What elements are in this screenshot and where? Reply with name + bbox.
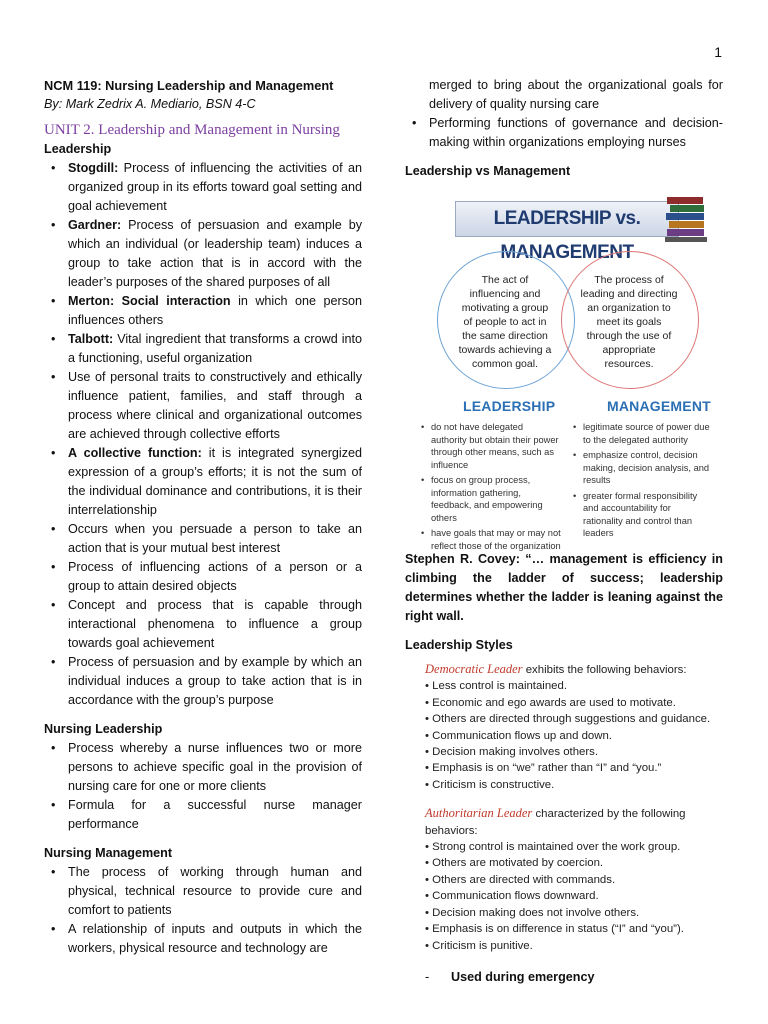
books-icon bbox=[665, 193, 707, 243]
list-item: • Process whereby a nurse influences two or more persons to achieve specific goal in the provision of nursing care for one or more clients bbox=[44, 739, 362, 796]
list-item: • Occurs when you persuade a person to take an action that is your mutual best interest bbox=[44, 520, 362, 558]
list-item: • Concept and process that is capable through interactional phenomena to influence a group towards goal achievement bbox=[44, 596, 362, 653]
leadership-list bbox=[44, 159, 362, 710]
management-definition: The process of leading and directing an organization to meet its goals through the use of appropriate resources. bbox=[580, 274, 678, 370]
list-item: • Emphasis is on “we” rather than “I” and “you.” bbox=[425, 762, 662, 775]
list-item: • Communication flows downward. bbox=[425, 890, 599, 903]
list-item: • Criticism is constructive. bbox=[425, 778, 555, 791]
nursing-leadership-list bbox=[44, 739, 362, 834]
leadership-styles-heading: Leadership Styles bbox=[405, 638, 513, 652]
leadership-points bbox=[421, 421, 561, 555]
infographic-banner: LEADERSHIP vs. MANAGEMENT bbox=[455, 201, 679, 237]
authoritarian-behaviors bbox=[425, 839, 723, 954]
list-item: • Less control is maintained. bbox=[425, 680, 568, 693]
authoritarian-intro: Authoritarian Leader characterized by the following behaviors: bbox=[425, 806, 686, 837]
document-title: NCM 119: Nursing Leadership and Management bbox=[44, 78, 334, 93]
leadership-definition: The act of influencing and motivating a group of people to act in the same direction towards achieving a common goal. bbox=[458, 274, 552, 370]
list-item: • Merton: Social interaction in which one person influences others bbox=[44, 292, 362, 330]
list-item: • Talbott: Vital ingredient that transforms a crowd into a functioning, useful organization bbox=[44, 330, 362, 368]
nursing-management-list-continued bbox=[405, 114, 723, 152]
list-item: • focus on group process, information gathering, feedback, and empowering others bbox=[421, 474, 561, 524]
leadership-vs-management-heading: Leadership vs Management bbox=[405, 164, 571, 178]
right-column bbox=[405, 76, 723, 987]
democratic-intro: Democratic Leader exhibits the following behaviors: bbox=[425, 662, 687, 676]
democratic-behaviors bbox=[425, 678, 723, 793]
list-item: • Economic and ego awards are used to motivate. bbox=[425, 696, 676, 709]
list-item: • Others are directed through suggestions and guidance. bbox=[425, 713, 711, 726]
leadership-label: LEADERSHIP bbox=[463, 398, 556, 414]
leadership-styles-figure bbox=[425, 661, 723, 954]
covey-quote: Stephen R. Covey: “… management is efficiency in climbing the ladder of success; leadership determines whether the ladder is leaning against the right wall. bbox=[405, 552, 724, 623]
list-item: • Gardner: Process of persuasion and example by which an individual (or leadership team) induces a group to take action that is in accord with the leader’s purposes of the shared purposes of all bbox=[44, 216, 362, 292]
list-item: • Others are directed with commands. bbox=[425, 873, 616, 886]
continued-text: merged to bring about the organizational goals for delivery of quality nursing care bbox=[429, 78, 723, 111]
nursing-leadership-heading: Nursing Leadership bbox=[44, 722, 163, 736]
management-label: MANAGEMENT bbox=[607, 398, 711, 414]
list-item: • Decision making involves others. bbox=[425, 746, 599, 759]
list-item: • A collective function: it is integrated synergized expression of a group’s efforts; it is not the sum of the individual dominance and contributions, it is their interrelationship bbox=[44, 444, 362, 520]
unit-title: UNIT 2. Leadership and Management in Nursing bbox=[44, 122, 340, 138]
list-item: • The process of working through human and physical, technical resource to provide cure and comfort to patients bbox=[44, 863, 362, 920]
list-item: • Strong control is maintained over the work group. bbox=[425, 841, 681, 854]
leadership-heading: Leadership bbox=[44, 142, 112, 156]
list-item: • Others are motivated by coercion. bbox=[425, 857, 604, 870]
document-author: By: Mark Zedrix A. Mediario, BSN 4-C bbox=[44, 97, 256, 111]
list-item: • Performing functions of governance and decision-making within organizations employing nurses bbox=[405, 114, 723, 152]
management-points bbox=[573, 421, 713, 543]
list-item: • legitimate source of power due to the delegated authority bbox=[573, 421, 713, 446]
list-item: • Process of influencing actions of a person or a group to attain desired objects bbox=[44, 558, 362, 596]
list-item: • Use of personal traits to constructively and ethically influence patient, families, and staff through a process where clinical and organizational outcomes are achieved through collective efforts bbox=[44, 368, 362, 444]
list-item: • do not have delegated authority but obtain their power through other means, such as influence bbox=[421, 421, 561, 471]
left-column bbox=[44, 76, 362, 958]
page-number: 1 bbox=[714, 44, 722, 60]
list-item: • A relationship of inputs and outputs in which the workers, physical resource and technology are bbox=[44, 920, 362, 958]
list-item: • greater formal responsibility and accountability for rationality and control than leaders bbox=[573, 490, 713, 540]
list-item: • Formula for a successful nurse manager performance bbox=[44, 796, 362, 834]
list-item: • emphasize control, decision making, decision analysis, and results bbox=[573, 449, 713, 487]
list-item: • Stogdill: Process of influencing the activities of an organized group in its efforts toward goal setting and goal achievement bbox=[44, 159, 362, 216]
emergency-note: - Used during emergency bbox=[425, 969, 595, 984]
list-item: • have goals that may or may not reflect those of the organization bbox=[421, 527, 561, 552]
nursing-management-heading: Nursing Management bbox=[44, 846, 173, 860]
list-item: • Emphasis is on difference in status (“I” and “you”). bbox=[425, 923, 684, 936]
list-item: • Process of persuasion and by example by which an individual induces a group to take action that is in accordance with the group’s purpose bbox=[44, 653, 362, 710]
leadership-vs-management-infographic bbox=[415, 193, 711, 551]
list-item: • Communication flows up and down. bbox=[425, 729, 612, 742]
list-item: • Criticism is punitive. bbox=[425, 939, 533, 952]
list-item: • Decision making does not involve others. bbox=[425, 906, 640, 919]
nursing-management-list bbox=[44, 863, 362, 958]
